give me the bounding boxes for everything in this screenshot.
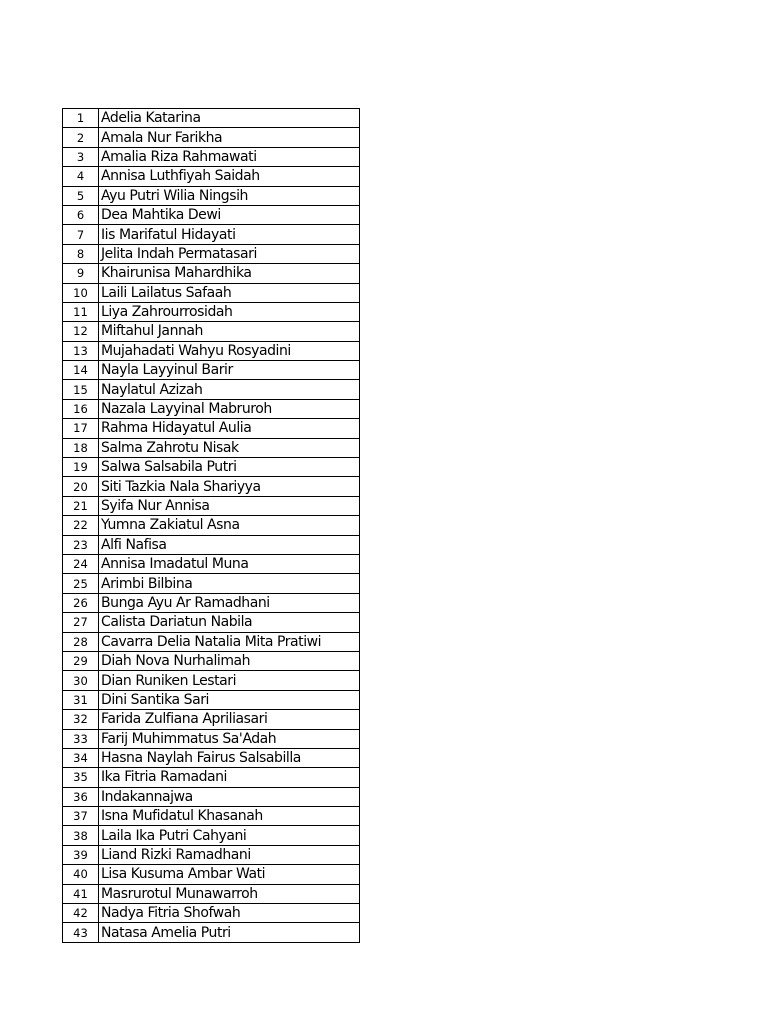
table-row <box>63 380 360 399</box>
row-number-cell: 14 <box>63 361 99 380</box>
table-row <box>63 865 360 884</box>
table-row <box>63 516 360 535</box>
student-name-cell: Ayu Putri Wilia Ningsih <box>99 186 360 205</box>
student-name-cell: Farida Zulfiana Apriliasari <box>99 710 360 729</box>
student-name-cell: Miftahul Jannah <box>99 322 360 341</box>
student-name-cell: Dini Santika Sari <box>99 690 360 709</box>
row-number-cell: 23 <box>63 535 99 554</box>
row-number-cell: 37 <box>63 807 99 826</box>
table-row <box>63 167 360 186</box>
student-name-cell: Iis Marifatul Hidayati <box>99 225 360 244</box>
student-name-cell: Khairunisa Mahardhika <box>99 264 360 283</box>
table-row <box>63 671 360 690</box>
student-name-cell: Dian Runiken Lestari <box>99 671 360 690</box>
student-name-cell: Siti Tazkia Nala Shariyya <box>99 477 360 496</box>
table-row <box>63 690 360 709</box>
table-row <box>63 147 360 166</box>
table-row <box>63 302 360 321</box>
table-row <box>63 477 360 496</box>
table-row <box>63 264 360 283</box>
table-row <box>63 283 360 302</box>
table-row <box>63 186 360 205</box>
student-name-cell: Bunga Ayu Ar Ramadhani <box>99 593 360 612</box>
table-row <box>63 651 360 670</box>
table-row <box>63 593 360 612</box>
student-name-cell: Amalia Riza Rahmawati <box>99 147 360 166</box>
row-number-cell: 21 <box>63 496 99 515</box>
row-number-cell: 31 <box>63 690 99 709</box>
student-name-cell: Farij Muhimmatus Sa'Adah <box>99 729 360 748</box>
student-name-cell: Naylatul Azizah <box>99 380 360 399</box>
row-number-cell: 41 <box>63 884 99 903</box>
row-number-cell: 40 <box>63 865 99 884</box>
table-row <box>63 729 360 748</box>
student-name-cell: Annisa Imadatul Muna <box>99 554 360 573</box>
student-name-cell: Annisa Luthfiyah Saidah <box>99 167 360 186</box>
table-row <box>63 109 360 128</box>
row-number-cell: 5 <box>63 186 99 205</box>
student-name-cell: Laili Lailatus Safaah <box>99 283 360 302</box>
table-body <box>63 109 360 943</box>
student-name-cell: Adelia Katarina <box>99 109 360 128</box>
row-number-cell: 10 <box>63 283 99 302</box>
student-name-cell: Masrurotul Munawarroh <box>99 884 360 903</box>
student-name-table <box>62 108 360 943</box>
student-name-cell: Cavarra Delia Natalia Mita Pratiwi <box>99 632 360 651</box>
table-row <box>63 807 360 826</box>
table-row <box>63 458 360 477</box>
table-row <box>63 710 360 729</box>
student-name-cell: Indakannajwa <box>99 787 360 806</box>
student-name-cell: Nazala Layyinal Mabruroh <box>99 399 360 418</box>
student-name-cell: Jelita Indah Permatasari <box>99 244 360 263</box>
row-number-cell: 16 <box>63 399 99 418</box>
student-name-cell: Salma Zahrotu Nisak <box>99 438 360 457</box>
student-name-cell: Liya Zahrourrosidah <box>99 302 360 321</box>
student-name-cell: Yumna Zakiatul Asna <box>99 516 360 535</box>
row-number-cell: 30 <box>63 671 99 690</box>
row-number-cell: 11 <box>63 302 99 321</box>
table-row <box>63 884 360 903</box>
table-row <box>63 923 360 942</box>
row-number-cell: 39 <box>63 845 99 864</box>
table-row <box>63 554 360 573</box>
student-name-cell: Arimbi Bilbina <box>99 574 360 593</box>
table-row <box>63 768 360 787</box>
row-number-cell: 2 <box>63 128 99 147</box>
student-name-cell: Amala Nur Farikha <box>99 128 360 147</box>
row-number-cell: 35 <box>63 768 99 787</box>
table-row <box>63 787 360 806</box>
student-name-cell: Salwa Salsabila Putri <box>99 458 360 477</box>
row-number-cell: 17 <box>63 419 99 438</box>
row-number-cell: 32 <box>63 710 99 729</box>
row-number-cell: 36 <box>63 787 99 806</box>
table-row <box>63 361 360 380</box>
row-number-cell: 15 <box>63 380 99 399</box>
table-row <box>63 574 360 593</box>
table-row <box>63 904 360 923</box>
row-number-cell: 20 <box>63 477 99 496</box>
row-number-cell: 13 <box>63 341 99 360</box>
table-row <box>63 748 360 767</box>
student-name-cell: Mujahadati Wahyu Rosyadini <box>99 341 360 360</box>
row-number-cell: 1 <box>63 109 99 128</box>
row-number-cell: 3 <box>63 147 99 166</box>
student-name-cell: Natasa Amelia Putri <box>99 923 360 942</box>
row-number-cell: 38 <box>63 826 99 845</box>
table-row <box>63 613 360 632</box>
table-row <box>63 399 360 418</box>
student-name-cell: Lisa Kusuma Ambar Wati <box>99 865 360 884</box>
row-number-cell: 7 <box>63 225 99 244</box>
student-name-cell: Liand Rizki Ramadhani <box>99 845 360 864</box>
student-name-cell: Hasna Naylah Fairus Salsabilla <box>99 748 360 767</box>
row-number-cell: 25 <box>63 574 99 593</box>
row-number-cell: 43 <box>63 923 99 942</box>
row-number-cell: 27 <box>63 613 99 632</box>
row-number-cell: 19 <box>63 458 99 477</box>
student-name-cell: Diah Nova Nurhalimah <box>99 651 360 670</box>
table-row <box>63 632 360 651</box>
student-name-cell: Dea Mahtika Dewi <box>99 205 360 224</box>
row-number-cell: 28 <box>63 632 99 651</box>
student-name-cell: Nadya Fitria Shofwah <box>99 904 360 923</box>
table-row <box>63 496 360 515</box>
table-row <box>63 225 360 244</box>
student-name-cell: Isna Mufidatul Khasanah <box>99 807 360 826</box>
row-number-cell: 29 <box>63 651 99 670</box>
student-name-cell: Ika Fitria Ramadani <box>99 768 360 787</box>
row-number-cell: 9 <box>63 264 99 283</box>
table-row <box>63 438 360 457</box>
table-row <box>63 322 360 341</box>
row-number-cell: 8 <box>63 244 99 263</box>
student-name-cell: Rahma Hidayatul Aulia <box>99 419 360 438</box>
row-number-cell: 6 <box>63 205 99 224</box>
table-row <box>63 244 360 263</box>
table-row <box>63 826 360 845</box>
student-name-cell: Laila Ika Putri Cahyani <box>99 826 360 845</box>
row-number-cell: 26 <box>63 593 99 612</box>
student-name-cell: Alfi Nafisa <box>99 535 360 554</box>
table-row <box>63 845 360 864</box>
row-number-cell: 42 <box>63 904 99 923</box>
row-number-cell: 33 <box>63 729 99 748</box>
row-number-cell: 4 <box>63 167 99 186</box>
table-row <box>63 341 360 360</box>
table-row <box>63 419 360 438</box>
table-row <box>63 128 360 147</box>
student-list-sheet <box>62 108 360 943</box>
row-number-cell: 12 <box>63 322 99 341</box>
student-name-cell: Syifa Nur Annisa <box>99 496 360 515</box>
row-number-cell: 18 <box>63 438 99 457</box>
table-row <box>63 205 360 224</box>
row-number-cell: 24 <box>63 554 99 573</box>
table-row <box>63 535 360 554</box>
row-number-cell: 34 <box>63 748 99 767</box>
student-name-cell: Calista Dariatun Nabila <box>99 613 360 632</box>
student-name-cell: Nayla Layyinul Barir <box>99 361 360 380</box>
row-number-cell: 22 <box>63 516 99 535</box>
